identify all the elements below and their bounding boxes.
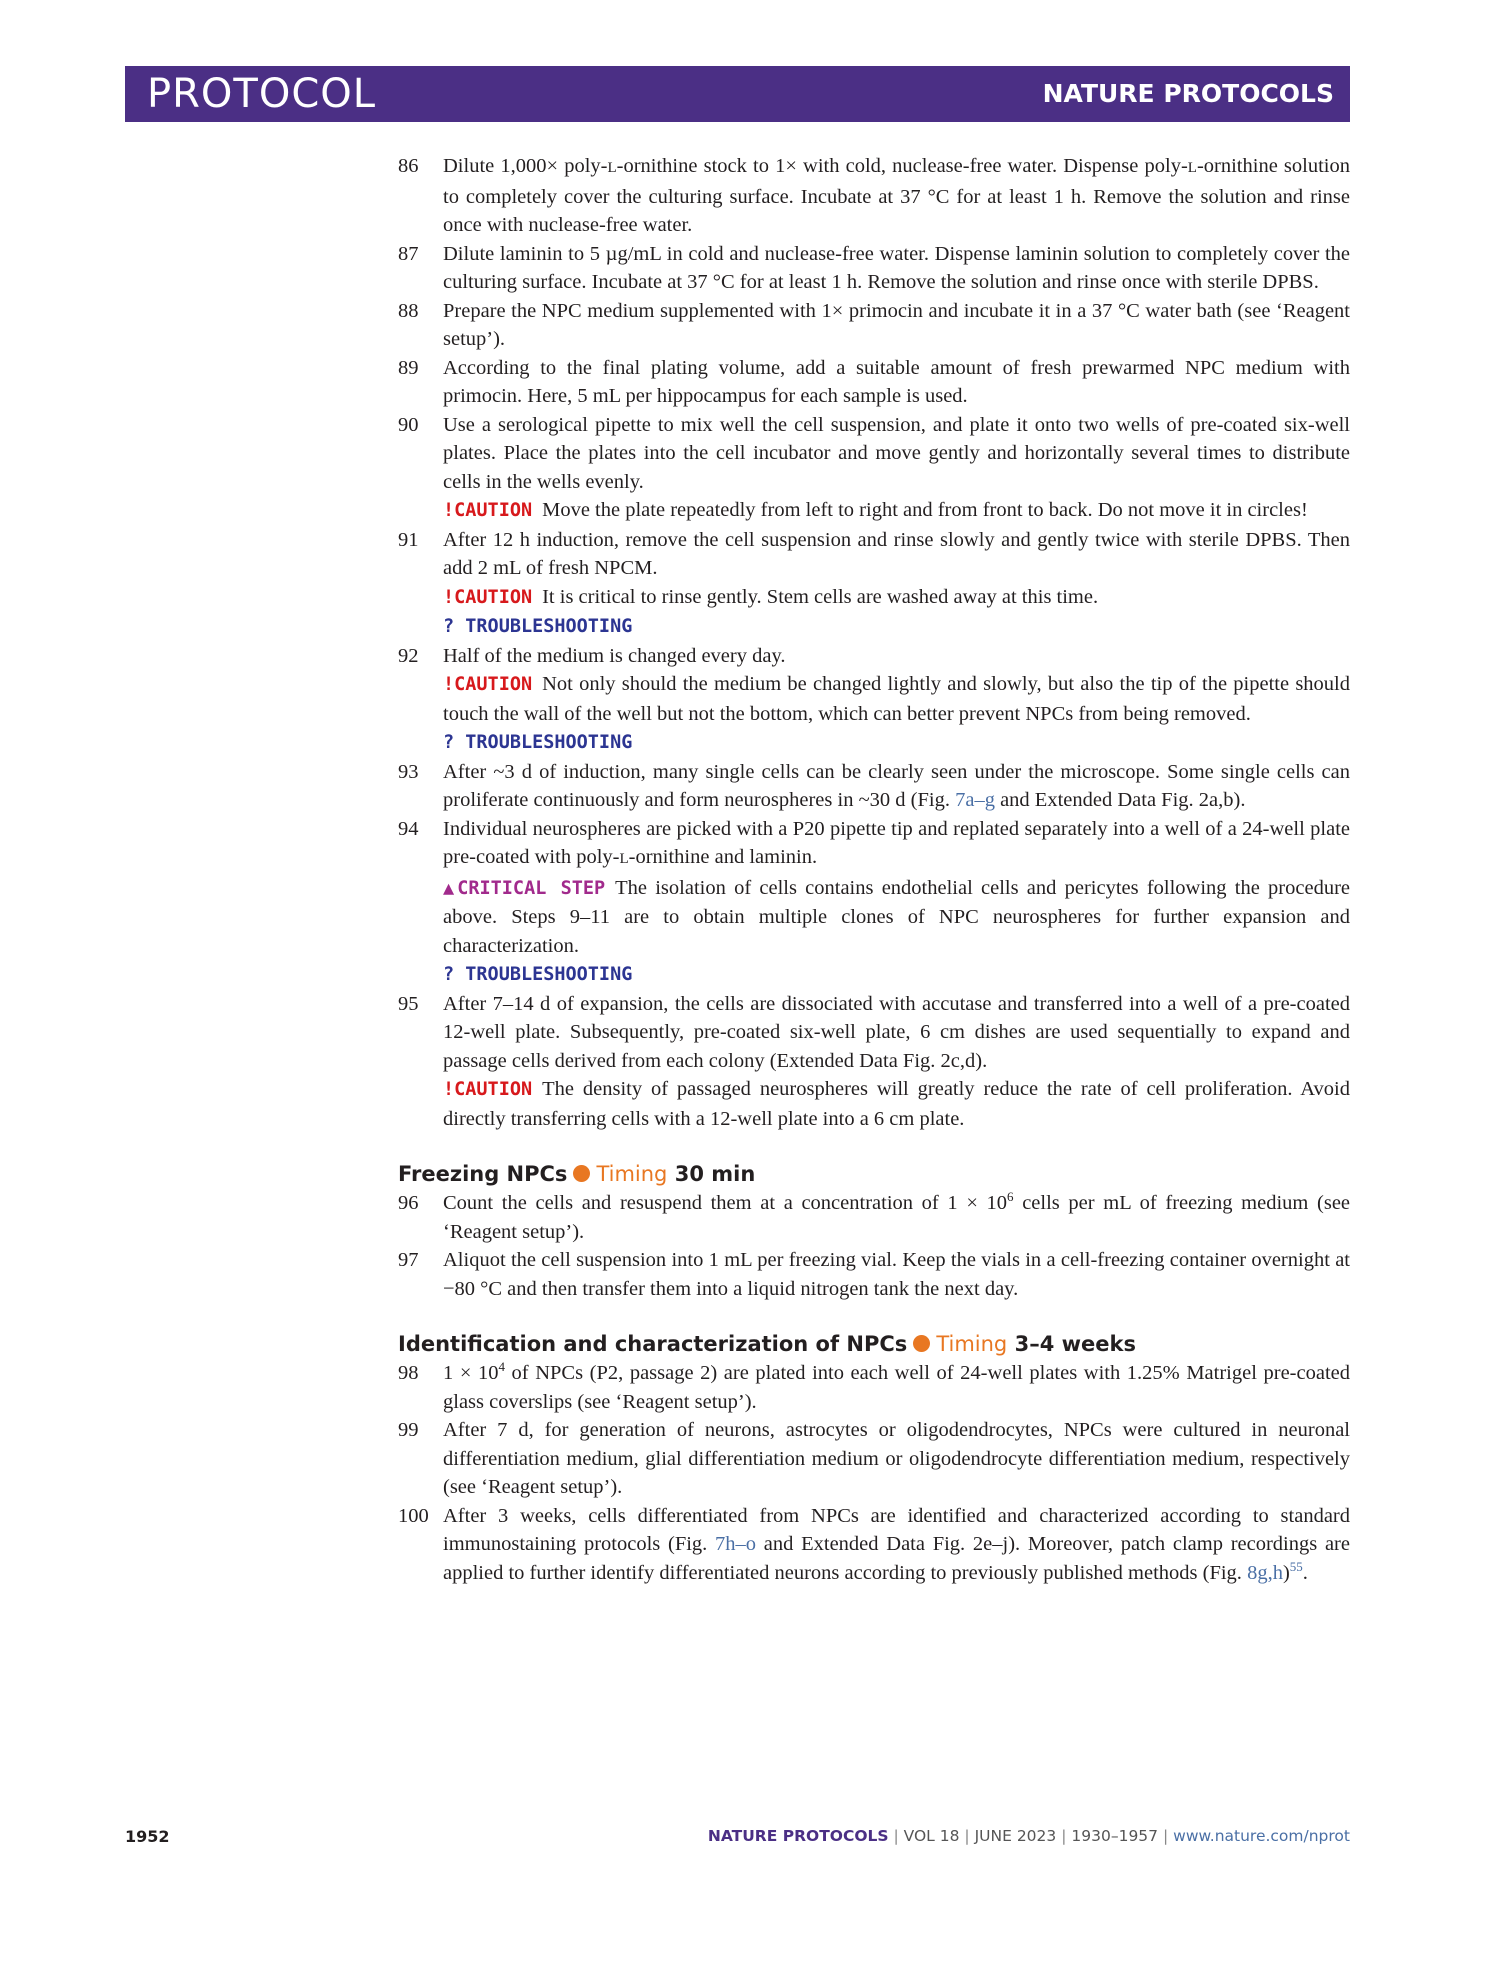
procedure-step xyxy=(398,1189,1350,1246)
reference-link[interactable]: 55 xyxy=(1289,1558,1303,1574)
procedure-step xyxy=(398,1359,1350,1416)
step-number: 90 xyxy=(398,413,419,436)
step-text: Half of the medium is changed every day. xyxy=(443,644,786,667)
step-number: 91 xyxy=(398,528,419,551)
step-number: 88 xyxy=(398,299,419,322)
step-number: 99 xyxy=(398,1419,419,1441)
timing-dot-icon xyxy=(573,1165,590,1182)
step-number: 87 xyxy=(398,242,419,265)
step-text: Aliquot the cell suspension into 1 mL per freezing vial. Keep the vials in a cell-freezing container overnight at −80 °C and then transfer them into a liquid nitrogen tank the next day. xyxy=(443,1249,1350,1300)
step-number: 96 xyxy=(398,1192,419,1214)
procedure-step xyxy=(398,758,1350,815)
caution-note: !CAUTION Not only should the medium be changed lightly and slowly, but also the tip of the pipette should touch the wall of the well but not the bottom, which can better prevent NPCs from being removed. xyxy=(443,673,1350,725)
procedure-step xyxy=(398,152,1350,240)
step-text: After ~3 d of induction, many single cells can be clearly seen under the microscope. Some single cells can proliferate continuously and form neurospheres in ~30 d (Fig. 7a–g and Extended Data Fig. 2a,b). xyxy=(443,760,1350,811)
journal-url-link[interactable]: www.nature.com/nprot xyxy=(1173,1827,1350,1845)
main-content xyxy=(398,152,1350,1587)
procedure-step xyxy=(398,526,1350,583)
critical-step-note: ▲CRITICAL STEP The isolation of cells contains endothelial cells and pericytes following the procedure above. Steps 9–11 are to obtain multiple clones of NPC neurospheres for further expansion and characterization. xyxy=(443,876,1351,957)
step-text: Dilute 1,000× poly-L-ornithine stock to 1× with cold, nuclease-free water. Dispense poly-L-ornithine solution to completely cover the culturing surface. Incubate at 37 °C for at least 1 h. Remove the solution and rinse once with nuclease-free water. xyxy=(443,155,1350,236)
caution-label: !CAUTION xyxy=(443,500,533,521)
step-text: After 7–14 d of expansion, the cells are dissociated with accutase and transferred into a well of a pre-coated 12-well plate. Subsequently, pre-coated six-well plate, 6 cm dishes are used sequentially to expand and passage cells derived from each colony (Extended Data Fig. 2c,d). xyxy=(443,992,1350,1072)
header-article-type: PROTOCOL xyxy=(147,71,377,117)
caution-note: !CAUTION It is critical to rinse gently. Stem cells are washed away at this time. xyxy=(443,585,1099,608)
procedure-step xyxy=(398,990,1350,1076)
step-number: 92 xyxy=(398,644,419,667)
step-text: Individual neurospheres are picked with a P20 pipette tip and replated separately into a well of a 24-well plate pre-coated with poly-L-ornithine and laminin. xyxy=(443,817,1350,868)
caution-note: !CAUTION Move the plate repeatedly from left to right and from front to back. Do not move it in circles! xyxy=(443,499,1308,521)
section-heading-freezing: Freezing NPCs Timing 30 min xyxy=(398,1162,756,1186)
step-text: According to the final plating volume, add a suitable amount of fresh prewarmed NPC medium with primocin. Here, 5 mL per hippocampus for each sample is used. xyxy=(443,356,1350,407)
procedure-step xyxy=(398,1246,1350,1303)
procedure-step xyxy=(398,1502,1350,1588)
caution-label: !CAUTION xyxy=(443,1079,533,1100)
figure-link[interactable]: 7h–o xyxy=(715,1533,757,1555)
procedure-step xyxy=(398,354,1350,411)
caution-label: !CAUTION xyxy=(443,674,533,695)
step-text: Prepare the NPC medium supplemented with 1× primocin and incubate it in a 37 °C water bath (see ‘Reagent setup’). xyxy=(443,299,1350,350)
footer-citation: NATURE PROTOCOLS | VOL 18 | JUNE 2023 | 1930–1957 | www.nature.com/nprot xyxy=(707,1827,1350,1845)
step-text: Use a serological pipette to mix well the cell suspension, and plate it onto two wells of pre-coated six-well plates. Place the plates into the cell incubator and move gently and horizontally several times to distribute cells in the wells evenly. xyxy=(443,413,1350,493)
step-number: 94 xyxy=(398,817,419,840)
step-text: Count the cells and resuspend them at a concentration of $1 \times 10^6$ cells per mL of freezing medium (see ‘Reagent setup’). xyxy=(443,1189,1351,1243)
procedure-step xyxy=(398,815,1350,874)
header-band xyxy=(125,66,1350,122)
step-text: $1 \times 10^4$ of NPCs (P2, passage 2) are plated into each well of 24-well plates with 1.25% Matrigel pre-coated glass coverslips (see ‘Reagent setup’). xyxy=(443,1359,1350,1413)
section-heading-identification: Identification and characterization of NPCs Timing 3–4 weeks xyxy=(398,1332,1136,1356)
step-text: After 3 weeks, cells differentiated from NPCs are identified and characterized according to standard immunostaining protocols (Fig. 7h–o and Extended Data Fig. 2e–j). Moreover, patch clamp recordings are applied to further identify differentiated neurons according to previously published methods (Fig. 8g,h)$^{55}$. xyxy=(443,1504,1350,1584)
step-number: 98 xyxy=(398,1362,419,1384)
step-number: 95 xyxy=(398,992,419,1015)
step-number: 97 xyxy=(398,1249,419,1271)
critical-step-label: ▲CRITICAL STEP xyxy=(443,877,606,899)
procedure-step xyxy=(398,642,1350,671)
figure-link[interactable]: 7a–g xyxy=(955,789,995,811)
step-text: After 7 d, for generation of neurons, astrocytes or oligodendrocytes, NPCs were cultured in neuronal differentiation medium, glial differentiation medium or oligodendrocyte differentiation medium, respectively (see ‘Reagent setup’). xyxy=(443,1419,1350,1498)
procedure-step xyxy=(398,297,1350,354)
procedure-step xyxy=(398,240,1350,297)
timing-dot-icon xyxy=(913,1335,930,1352)
step-number: 93 xyxy=(398,760,419,783)
step-number: 100 xyxy=(398,1504,429,1527)
caution-note: !CAUTION The density of passaged neurospheres will greatly reduce the rate of cell proliferation. Avoid directly transferring cells with a 12-well plate into a 6 cm plate. xyxy=(443,1078,1350,1130)
caution-label: !CAUTION xyxy=(443,586,533,608)
header-journal-name: NATURE PROTOCOLS xyxy=(1042,79,1334,108)
figure-link[interactable]: 8g,h xyxy=(1247,1561,1283,1584)
troubleshooting-link[interactable]: ? TROUBLESHOOTING xyxy=(443,732,633,753)
procedure-step xyxy=(398,411,1350,497)
procedure-step xyxy=(398,1416,1350,1502)
troubleshooting-link[interactable]: ? TROUBLESHOOTING xyxy=(443,616,633,637)
step-text: Dilute laminin to 5 µg/mL in cold and nuclease-free water. Dispense laminin solution to completely cover the culturing surface. Incubate at 37 °C for at least 1 h. Remove the solution and rinse once with sterile DPBS. xyxy=(443,242,1350,293)
troubleshooting-link[interactable]: ? TROUBLESHOOTING xyxy=(443,964,633,985)
step-number: 89 xyxy=(398,356,419,379)
page-number: 1952 xyxy=(125,1827,170,1846)
step-text: After 12 h induction, remove the cell suspension and rinse slowly and gently twice with sterile DPBS. Then add 2 mL of fresh NPCM. xyxy=(443,528,1350,579)
step-number: 86 xyxy=(398,155,419,177)
